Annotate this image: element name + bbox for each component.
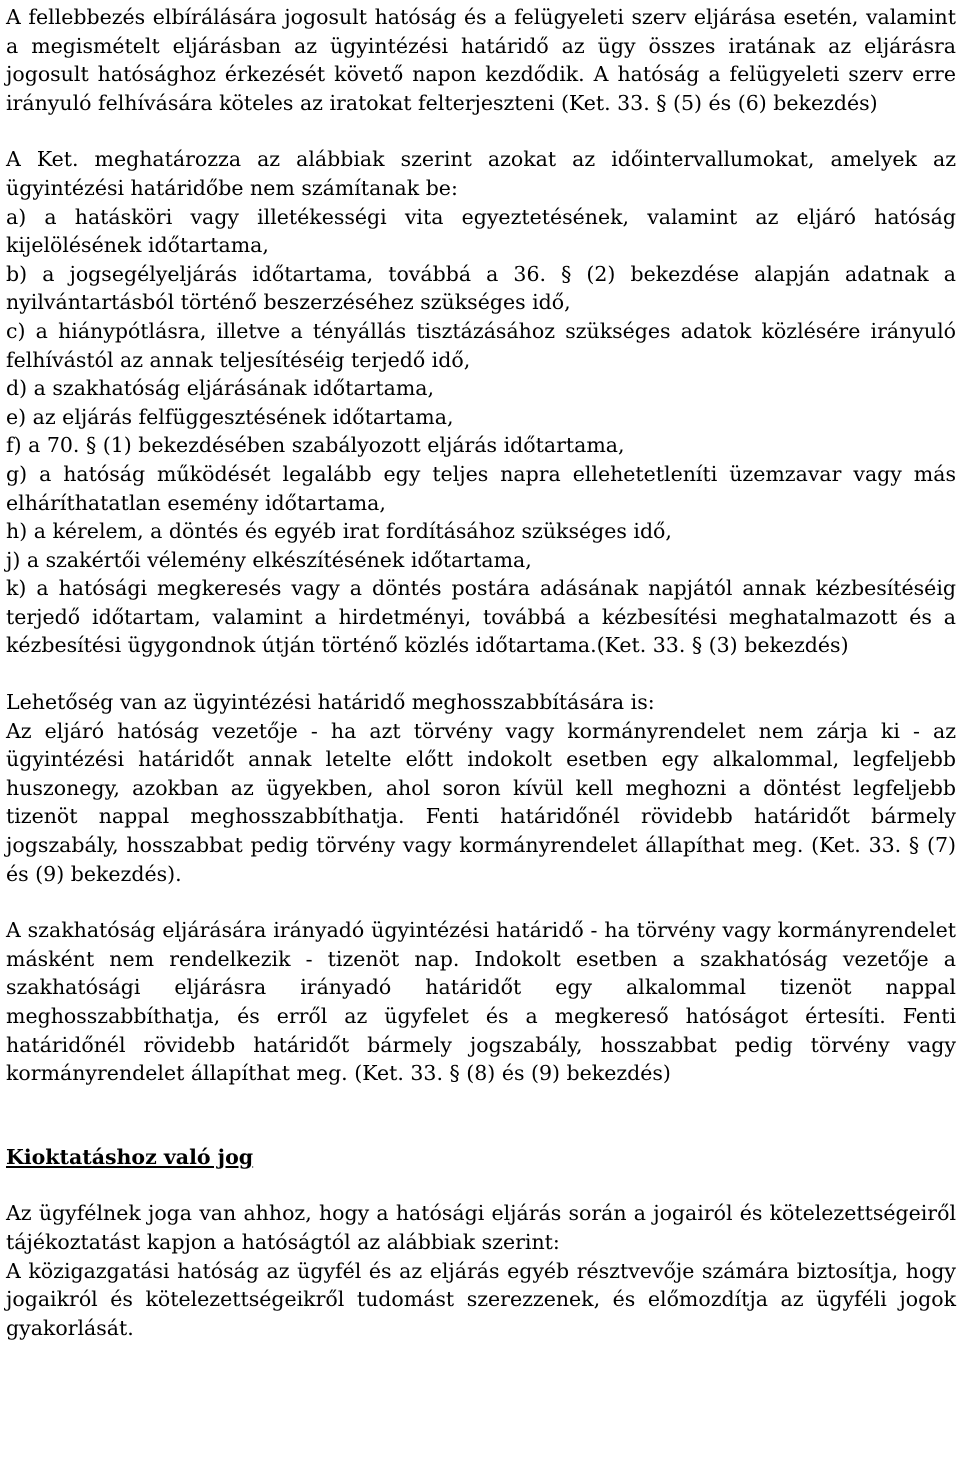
paragraph-information-right-intro: Az ügyfélnek joga van ahhoz, hogy a hatósági eljárás során a jogairól és kötelezettségeiről tájékoztatást kapjon a hatóságtól az alábbiak szerint: (6, 1201, 956, 1254)
document-page (6, 3, 956, 1342)
list-item-d: d) a szakhatóság eljárásának időtartama, (6, 376, 435, 401)
list-item-j: j) a szakértői vélemény elkészítésének időtartama, (6, 547, 532, 572)
list-item-f: f) a 70. § (1) bekezdésében szabályozott eljárás időtartama, (6, 433, 625, 458)
list-item-g: g) a hatóság működését legalább egy teljes napra ellehetetleníti üzemzavar vagy más elháríthatatlan esemény időtartama, (6, 461, 956, 515)
list-item-b: b) a jogsegélyeljárás időtartama, továbbá a 36. § (2) bekezdése alapján adatnak a nyilvántartásból történő beszerzéséhez szükséges idő, (6, 261, 956, 315)
list-item-a: a) a hatásköri vagy illetékességi vita egyeztetésének, valamint az eljáró hatóság kijelölésének időtartama, (6, 204, 956, 258)
section-gap (6, 1088, 956, 1143)
list-item-h: h) a kérelem, a döntés és egyéb irat fordításához szükséges idő, (6, 519, 672, 544)
paragraph-gap (6, 660, 956, 688)
section-heading: Kioktatáshoz való jog (6, 1144, 254, 1169)
paragraph-gap (6, 117, 956, 145)
paragraph-gap (6, 888, 956, 916)
paragraph-gap (6, 1171, 956, 1199)
paragraph-extension-lead: Lehetőség van az ügyintézési határidő meghosszabbítására is: (6, 690, 655, 715)
list-item-k: k) a hatósági megkeresés vagy a döntés postára adásának napjától annak kézbesítéséig terjedő időtartam, valamint a hirdetményi, továbbá a kézbesítési meghatalmazott és a kézbesítési ügygondnok útján történő közlés időtartama.(Ket. 33. § (3) bekezdés) (6, 576, 956, 658)
list-item-e: e) az eljárás felfüggesztésének időtartama, (6, 404, 454, 429)
paragraph-specialist-authority: A szakhatóság eljárására irányadó ügyintézési határidő - ha törvény vagy kormányrendelet másként nem rendelkezik - tizenöt nap. Indokolt esetben a szakhatóság vezetője a szakhatósági eljárásra irányadó határidőt egy alkalommal tizenöt nappal meghosszabbíthatja, és erről az ügyfelet és a megkereső hatóságot értesíti. Fenti határidőnél rövidebb határidőt bármely jogszabály, hosszabbat pedig törvény vagy kormányrendelet állapíthat meg. (Ket. 33. § (8) és (9) bekezdés) (6, 918, 956, 1086)
paragraph-excluded-intervals-intro: A Ket. meghatározza az alábbiak szerint azokat az időintervallumokat, amelyek az ügyintézési határidőbe nem számítanak be: (6, 147, 956, 200)
paragraph-appeal-deadline: A fellebbezés elbírálására jogosult hatóság és a felügyeleti szerv eljárása esetén, valamint a megismételt eljárásban az ügyintézési határidő az ügy összes iratának az eljárásra jogosult hatósághoz érkezését követő napon kezdődik. A hatóság a felügyeleti szerv erre irányuló felhívására köteles az iratokat felterjeszteni (Ket. 33. § (5) és (6) bekezdés) (6, 5, 956, 115)
paragraph-extension-body: Az eljáró hatóság vezetője - ha azt törvény vagy kormányrendelet nem zárja ki - az ügyintézési határidőt annak letelte előtt indokolt esetben egy alkalommal, legfeljebb huszonegy, azokban az ügyekben, ahol soron kívül kell meghozni a döntést legfeljebb tizenöt nappal meghosszabbíthatja. Fenti határidőnél rövidebb határidőt bármely jogszabály, hosszabbat pedig törvény vagy kormányrendelet állapíthat meg. (Ket. 33. § (7) és (9) bekezdés). (6, 718, 956, 886)
paragraph-information-right-body: A közigazgatási hatóság az ügyfél és az eljárás egyéb résztvevője számára biztosítja, hogy jogaikról és kötelezettségeikről tudomást szerezzenek, és előmozdítja az ügyféli jogok gyakorlását. (6, 1258, 956, 1340)
list-item-c: c) a hiánypótlásra, illetve a tényállás tisztázásához szükséges adatok közlésére irányuló felhívástól az annak teljesítéséig terjedő idő, (6, 318, 956, 372)
